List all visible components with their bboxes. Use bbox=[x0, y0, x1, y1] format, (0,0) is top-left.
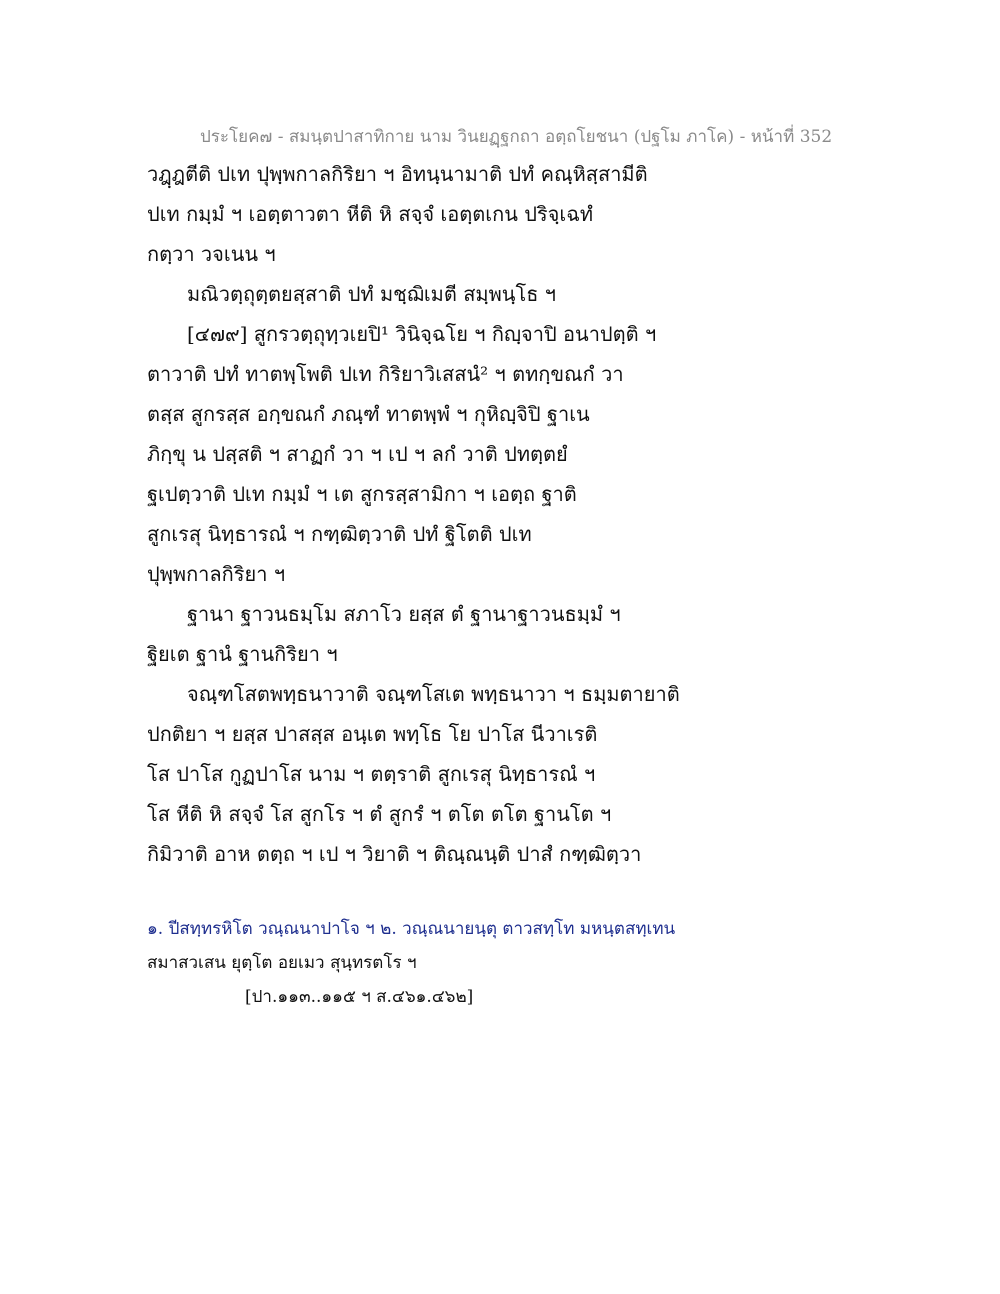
footnotes bbox=[147, 912, 907, 1014]
text-line: ปกติยา ฯ ยสฺส ปาสสฺส อนฺเต พทฺโธ โย ปาโส นีวาเรติ bbox=[147, 722, 598, 746]
text-line: สูกเรสุ นิทฺธารณํ ฯ กฑฺฒิตฺวาติ ปทํ ฐิโตติ ปเท bbox=[147, 522, 532, 546]
text-line: ปุพฺพกาลกิริยา ฯ bbox=[147, 562, 286, 586]
page-header: ประโยค๗ - สมนฺตปาสาทิกาย นาม วินยฏฺฐกถา อตฺถโยชนา (ปฐโม ภาโค) - หน้าที่ 352 bbox=[200, 127, 833, 147]
text-line: กิมิวาติ อาห ตตฺถ ฯ เป ฯ วิยาติ ฯ ติณฺณนฺติ ปาสํ กฑฺฒิตฺวา bbox=[147, 842, 642, 866]
text-line: ตสฺส สูกรสฺส อกฺขณกํ ภณฺฑํ ทาตพฺพํ ฯ กุหิญฺจิปิ ฐาเน bbox=[147, 402, 590, 426]
text-line: โส หีติ หิ สจฺจํ โส สูกโร ฯ ตํ สูกรํ ฯ ตโต ตโต ฐานโต ฯ bbox=[147, 802, 612, 826]
text-line: ภิกฺขุ น ปสฺสติ ฯ สาฏกํ วา ฯ เป ฯ ลกํ วาติ ปทตฺตยํ bbox=[147, 442, 568, 466]
text-line: โส ปาโส กูฏปาโส นาม ฯ ตตฺราติ สูกเรสุ นิทฺธารณํ ฯ bbox=[147, 762, 596, 786]
text-line: กตฺวา วจเนน ฯ bbox=[147, 242, 276, 266]
text-line: ฐเปตฺวาติ ปเท กมฺมํ ฯ เต สูกรสฺสามิกา ฯ เอตฺถ ฐาติ bbox=[147, 482, 577, 506]
text-line: ตาวาติ ปทํ ทาตพฺโพติ ปเท กิริยาวิเสสนํ² ฯ ตทกฺขณกํ วา bbox=[147, 362, 624, 386]
text-line: ปเท กมฺมํ ฯ เอตฺตาวตา หีติ หิ สจฺจํ เอตฺตเกน ปริจฺเฉทํ bbox=[147, 202, 594, 226]
footnote-line: สมาสวเสน ยุตฺโต อยเมว สุนฺทรตโร ฯ bbox=[147, 953, 417, 973]
text-line: วฎฺฎตีติ ปเท ปุพฺพกาลกิริยา ฯ อิทนฺนามาติ ปทํ คณฺหิสฺสามีติ bbox=[147, 162, 648, 186]
text-line: [๔๗๙] สูกรวตฺถุทฺวเยปิ¹ วินิจฺฉโย ฯ กิญฺจาปิ อนาปตฺติ ฯ bbox=[187, 322, 657, 346]
text-line: มณิวตฺถุตฺตยสฺสาติ ปทํ มชฺฌิเมตี สมฺพนฺโธ ฯ bbox=[187, 282, 556, 306]
text-line: ฐานา ฐาวนธมฺโม สภาโว ยสฺส ตํ ฐานาฐาวนธมฺมํ ฯ bbox=[187, 602, 621, 626]
text-line: ฐิยเต ฐานํ ฐานกิริยา ฯ bbox=[147, 642, 338, 666]
body-text bbox=[147, 157, 847, 877]
text-line: จณฺฑโสตพทฺธนาวาติ จณฺฑโสเต พทฺธนาวา ฯ ธมฺมตายาติ bbox=[187, 682, 680, 706]
footnote-line: ๑. ปีสทฺทรหิโต วณฺณนาปาโจ ฯ ๒. วณฺณนายนฺตุ ตาวสทฺโท มหนฺตสทฺเทน bbox=[147, 919, 676, 939]
footnote-reference: [ปา.๑๑๓..๑๑๕ ฯ ส.๔๖๑.๔๖๒] bbox=[245, 987, 474, 1007]
